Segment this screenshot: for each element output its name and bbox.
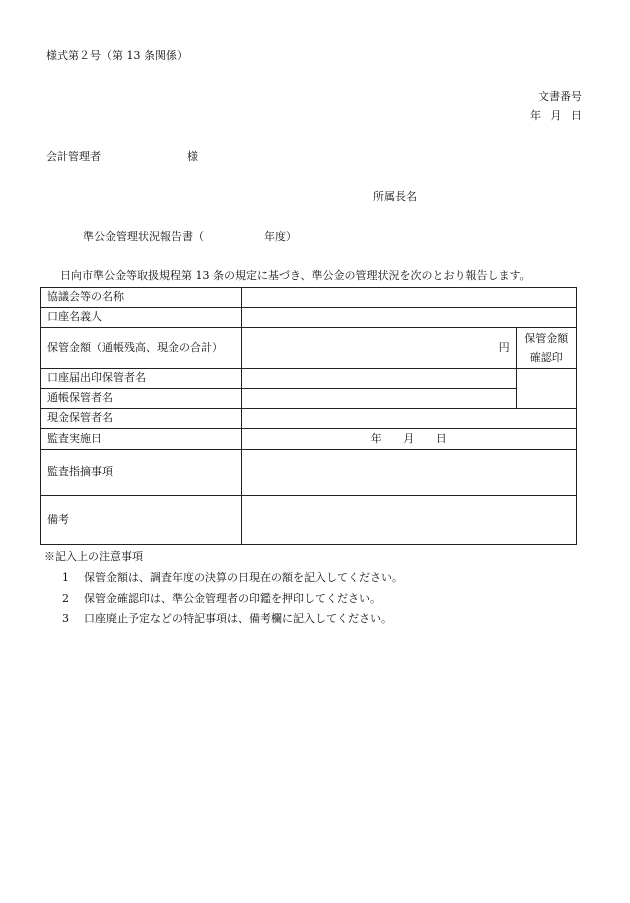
seal-header-line-1: 保管金額 <box>524 331 569 345</box>
report-title-year: 年度） <box>264 230 297 243</box>
recipient-name: 会計管理者 <box>46 150 101 163</box>
row-passbook-keeper <box>41 389 577 409</box>
label-cash-keeper: 現金保管者名 <box>41 409 242 429</box>
note-number: 3 <box>62 612 69 625</box>
label-account-holder: 口座名義人 <box>41 308 242 328</box>
note-text: 保管金額は、調査年度の決算の日現在の額を記入してください。 <box>84 571 403 584</box>
row-audit-findings <box>41 450 577 496</box>
row-audit-date <box>41 429 577 450</box>
row-association-name <box>41 288 577 308</box>
note-number: 1 <box>62 571 69 584</box>
note-text: 口座廃止予定などの特記事項は、備考欄に記入してください。 <box>84 612 392 625</box>
report-title <box>83 230 297 244</box>
label-seal-registrant: 口座届出印保管者名 <box>41 369 242 389</box>
row-custody-amount <box>41 328 577 369</box>
notes-title: ※記入上の注意事項 <box>44 550 143 563</box>
field-seal-registrant[interactable] <box>241 369 516 389</box>
form-number: 様式第２号（第 13 条関係） <box>46 49 188 62</box>
yen-unit: 円 <box>498 340 510 354</box>
field-remarks[interactable] <box>241 496 576 545</box>
report-title-text: 準公金管理状況報告書（ <box>83 230 204 243</box>
report-table <box>40 287 577 545</box>
note-number: 2 <box>62 592 69 605</box>
field-account-holder[interactable] <box>241 308 576 328</box>
note-item <box>62 571 403 585</box>
date-line: 年 月 日 <box>530 109 582 122</box>
field-cash-keeper[interactable] <box>241 409 576 429</box>
field-audit-findings[interactable] <box>241 450 576 496</box>
note-text: 保管金確認印は、準公金管理者の印鑑を押印してください。 <box>84 592 381 605</box>
seal-stamp-box[interactable] <box>516 369 576 409</box>
field-association-name[interactable] <box>241 288 576 308</box>
recipient-honorific: 様 <box>187 150 198 163</box>
note-item <box>62 592 381 606</box>
row-cash-keeper <box>41 409 577 429</box>
field-passbook-keeper[interactable] <box>241 389 516 409</box>
label-remarks: 備考 <box>41 496 242 545</box>
department-head-label: 所属長名 <box>373 190 417 203</box>
field-custody-amount[interactable] <box>241 328 516 369</box>
document-number-label: 文書番号 <box>538 90 582 103</box>
label-passbook-keeper: 通帳保管者名 <box>41 389 242 409</box>
seal-header <box>516 328 576 369</box>
row-remarks <box>41 496 577 545</box>
label-custody-amount: 保管金額（通帳残高、現金の合計） <box>41 328 242 369</box>
label-association-name: 協議会等の名称 <box>41 288 242 308</box>
label-audit-findings: 監査指摘事項 <box>41 450 242 496</box>
row-seal-registrant <box>41 369 577 389</box>
recipient <box>46 150 198 164</box>
label-audit-date: 監査実施日 <box>41 429 242 450</box>
seal-header-line-2: 確認印 <box>529 351 563 364</box>
field-audit-date[interactable]: 年 月 日 <box>241 429 576 450</box>
intro-text: 日向市準公金等取扱規程第 13 条の規定に基づき、準公金の管理状況を次のとおり報告します。 <box>60 269 531 282</box>
note-item <box>62 612 392 626</box>
row-account-holder <box>41 308 577 328</box>
